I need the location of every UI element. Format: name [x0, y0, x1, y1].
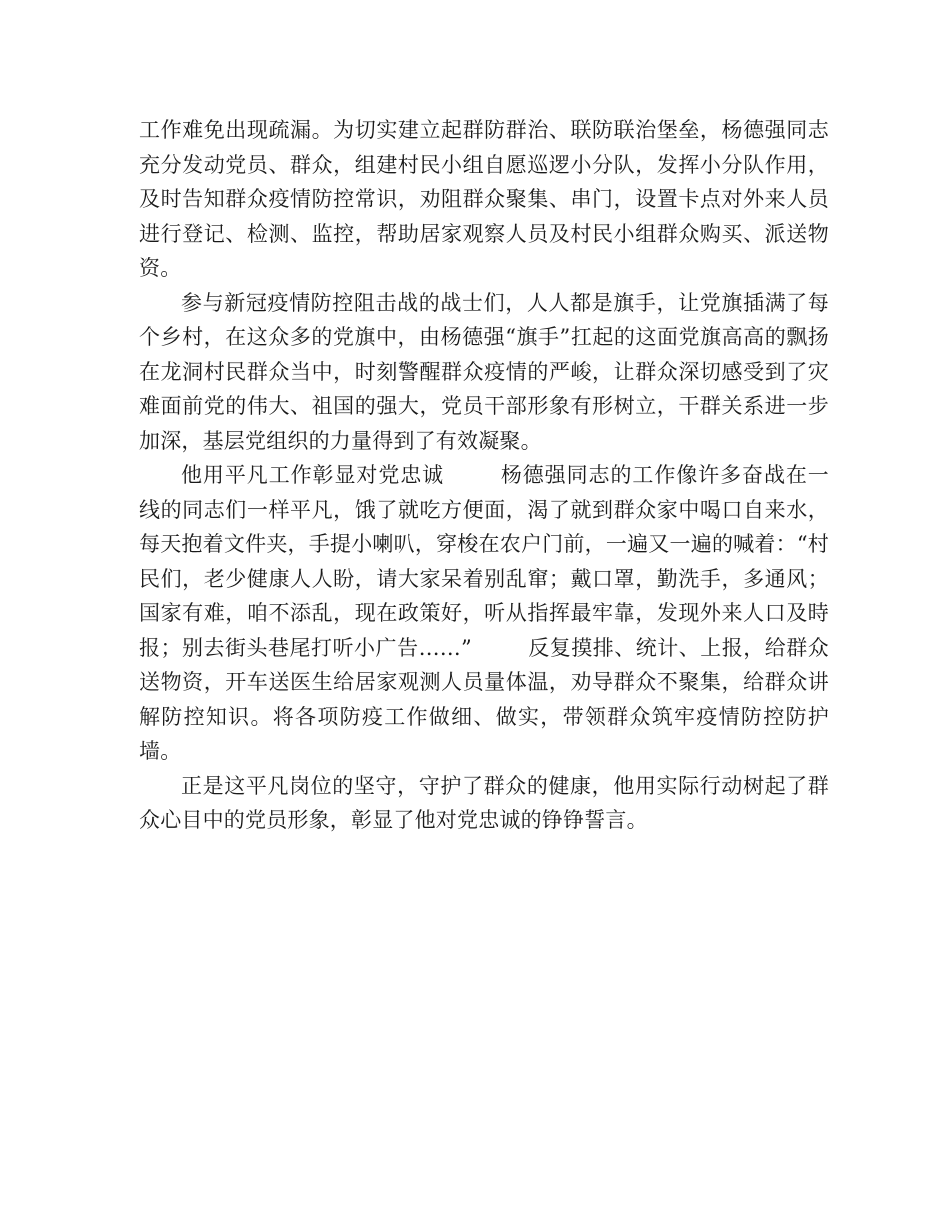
paragraph-3-text-b: 反复摸排、统计、上报，给群众送物资，开车送医生给居家观测人员量体温，劝导群众不聚集，给群众讲解防控知识。将各项防疫工作做细、做实，带领群众筑牢疫情防控防护墙。: [139, 635, 829, 763]
paragraph-3-text-a: 杨德强同志的工作像许多奋战在一线的同志们一样平凡，饿了就吃方便面，渴了就到群众家中喝口自来水，每天抱着文件夹，手提小喇叭，穿梭在农户门前，一遍又一遍的喊着：“村民们，老少健康人人盼，请大家呆着别乱窜；戴口罩，勤洗手，多通风；国家有难，咱不添乱，现在政策好，听从指挥最牢靠，发现外来人口及時报；别去街头巷尾打听小广告……”: [139, 463, 829, 660]
paragraph-2: 参与新冠疫情防控阻击战的战士们，人人都是旗手，让党旗插满了每个乡村，在这众多的党旗中，由杨德强“旗手”扛起的这面党旗高高的飘扬在龙洞村民群众当中，时刻警醒群众疫情的严峻，让群众深切感受到了灾难面前党的伟大、祖国的强大，党员干部形象有形树立，干群关系进一步加深，基层党组织的力量得到了有效凝聚。: [139, 290, 829, 453]
paragraph-3-heading: 他用平凡工作彰显对党忠诚: [181, 463, 445, 487]
paragraph-1: 工作难免出现疏漏。为切实建立起群防群治、联防联治堡垒，杨德强同志充分发动党员、群众，组建村民小组自愿巡逻小分队，发挥小分队作用，及时告知群众疫情防控常识，劝阻群众聚集、串门，设置卡点对外来人员进行登记、检测、监控，帮助居家观察人员及村民小组群众购买、派送物资。: [139, 118, 829, 280]
paragraph-3: [139, 458, 829, 769]
document-body: [139, 113, 829, 838]
paragraph-4: 正是这平凡岗位的坚守，守护了群众的健康，他用实际行动树起了群众心目中的党员形象，彰显了他对党忠诚的铮铮誓言。: [139, 773, 829, 832]
